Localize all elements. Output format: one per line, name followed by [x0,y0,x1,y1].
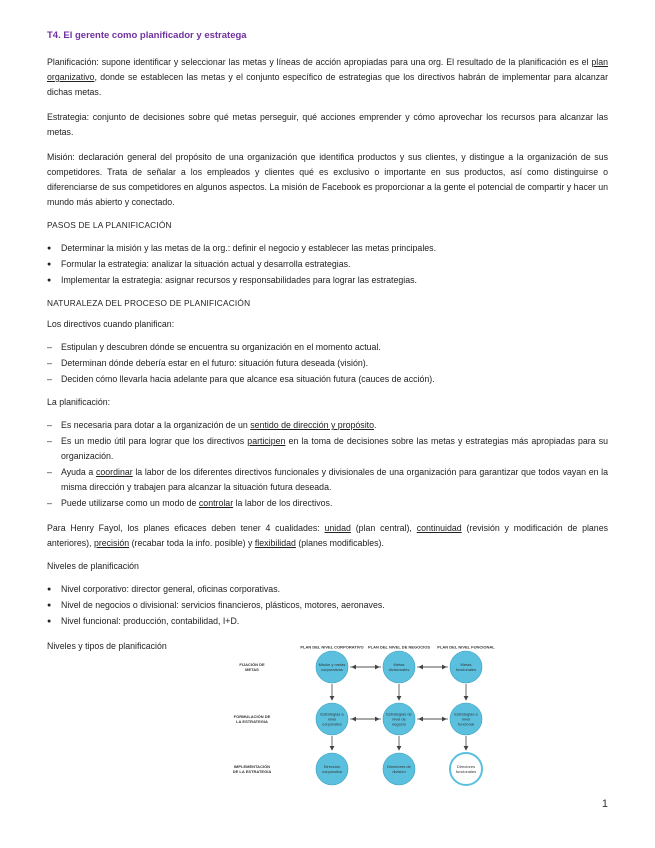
page-number: 1 [601,798,608,810]
controlar-term: controlar [198,498,234,508]
fayol-paragraph [47,521,608,551]
row-label: FIJACIÓN DE [239,661,265,667]
planificacion-text-2: , donde se establecen las metas y el conjunto específico de estrategias que los directivos habrán de implementar para alcanzar dichas metas. [47,72,608,97]
estrategia-label: Estrategia: [47,112,90,122]
precision-term: precisión [93,538,130,548]
planning-node-label: corporativo [322,721,342,727]
row-label: METAS [245,666,259,672]
naturaleza-intro: Los directivos cuando planifican: [47,319,175,329]
fayol-text: (recabar toda la info. posible) y [129,538,255,548]
item-text: la labor de los directivos. [233,498,333,508]
planning-node-label: corporativas [321,666,343,672]
continuidad-term: continuidad [416,523,462,533]
planning-node-label: nivel [461,716,471,722]
unidad-term: unidad [324,523,351,533]
row-label: LA ESTRATEGIA [236,718,268,724]
fayol-text: (planes modificables). [295,538,384,548]
list-item: ● Formular la estrategia: analizar la situación actual y desarrolla estrategias. [47,257,608,272]
planning-levels-diagram [212,639,495,789]
diagram-title: Niveles y tipos de planificación [47,641,167,651]
mision-label: Misión: [47,152,75,162]
planning-node-label: negocio [391,721,407,727]
list-item: ● Nivel funcional: producción, contabilidad, I+D. [47,614,608,629]
column-header: PLAN DEL NIVEL FUNCIONAL [437,644,495,650]
list-item: ● Nivel corporativo: director general, oficinas corporativas. [47,582,608,597]
planning-node-label: Metas [393,661,405,667]
naturaleza-heading: NATURALEZA DEL PROCESO DE PLANIFICACIÓN [47,298,251,308]
page-title: T4. El gerente como planificador y estratega [47,30,247,41]
fayol-text: (revisión y modificación de planes anteriores), [47,523,608,548]
column-header: PLAN DEL NIVEL DE NEGOCIOS [367,644,431,650]
planning-node-label: funcional [457,721,475,727]
flexibilidad-term: flexibilidad [254,538,296,548]
planning-node-label: Directores de [387,763,411,769]
planificacion-paragraph [47,55,608,100]
estrategia-text: conjunto de decisiones sobre qué metas perseguir, qué acciones emprender y cómo aprovechar los recursos para alcanzar las metas. [47,112,608,137]
list-item [47,496,608,511]
list-item: – Estipulan y descubren dónde se encuentra su organización en el momento actual. [47,340,608,355]
list-item: ● Implementar la estrategia: asignar recursos y responsabilidades para lograr las estrategias. [47,273,608,288]
list-item [47,434,608,464]
list-item [47,465,608,495]
item-text: en la toma de decisiones sobre las metas y estrategias más apropiadas para su organización. [61,436,609,461]
document-page [47,30,608,789]
column-header: PLAN DEL NIVEL CORPORATIVO [300,644,364,650]
planificacion-text: supone identificar y seleccionar las metas y líneas de acción apropiadas para una org. El resultado de la planificación es el [98,57,592,67]
list-item: – Determinan dónde debería estar en el futuro: situación futura deseada (visión). [47,356,608,371]
niveles-heading: Niveles de planificación [47,561,139,571]
niveles-list [47,582,608,629]
pasos-list [47,241,608,288]
estrategia-paragraph [47,110,608,140]
planning-node-label: funcionales [455,666,477,672]
row-label: DE LA ESTRATEGIA [232,768,272,774]
list-item: ● Nivel de negocios o divisional: servicios financieros, plásticos, motores, aeronaves. [47,598,608,613]
item-text: Es un medio útil para lograr que los directivos [61,436,248,446]
list-item [47,418,608,433]
planning-node-label: nivel [327,716,337,722]
item-text: Ayuda a [61,467,96,477]
planning-node-label: funcionales [455,768,477,774]
planning-node-label: corporativa [322,768,342,774]
list-item: ● Determinar la misión y las metas de la org.: definir el negocio y establecer las metas principales. [47,241,608,256]
planning-node-label: divisionales [388,666,410,672]
planning-node-label: Directores [456,763,476,769]
planning-node-label: Estrategias de [386,711,412,717]
item-text: Puede utilizarse como un modo de [61,498,199,508]
list-item: – Deciden cómo llevarla hacia adelante para que alcance esa situación futura (cauces de acción). [47,372,608,387]
item-text: la labor de los diferentes directivos funcionales y divisionales de una organización para garantizar que todos vayan en la misma dirección y trabajen para alcanzar la situación futura deseada. [61,467,608,492]
planning-node-label: Estrategias a [320,711,344,717]
coordinar-term: coordinar [95,467,133,477]
fayol-text: Para Henry Fayol, los planes eficaces deben tener 4 cualidades: [47,523,325,533]
row-label: IMPLEMENTACIÓN [233,763,271,769]
planificacion-label: Planificación: [47,57,99,67]
plan-organizativo-term: plan organizativo [47,57,608,82]
participen-term: participen [247,436,286,446]
pasos-heading: PASOS DE LA PLANIFICACIÓN [47,220,172,230]
planning-node-label: Dirección [323,763,341,769]
mision-paragraph [47,150,608,210]
planning-node-label: nivel de [392,716,406,722]
planning-node-label: Misión y metas [318,661,346,667]
item-text: Es necesaria para dotar a la organización de un [61,420,251,430]
item-text: . [374,420,377,430]
mision-text: declaración general del propósito de una organización que identifica productos y sus clientes, y distingue a la organización de sus competidores. Trata de señalar a los empleados y clientes qué es exclusivo o importante en sus productos, así como distinguirse o diferenciarse de sus competidores en algunos aspectos. La misión de Facebook es proporcionar a la gente el potencial de compartir y hacer un mundo más abierto y conectado. [47,152,608,207]
fayol-text: (plan central), [350,523,417,533]
naturaleza-list [47,340,608,387]
row-label: FORMULACIÓN DE [233,713,271,719]
la-planificacion-intro: La planificación: [47,397,111,407]
planning-node-label: Estrategias a [454,711,478,717]
sentido-term: sentido de dirección y propósito [250,420,374,430]
planning-node-label: Metas [460,661,472,667]
diagram-section [47,639,608,789]
la-planificacion-list [47,418,608,511]
planning-node-label: división [392,768,406,774]
